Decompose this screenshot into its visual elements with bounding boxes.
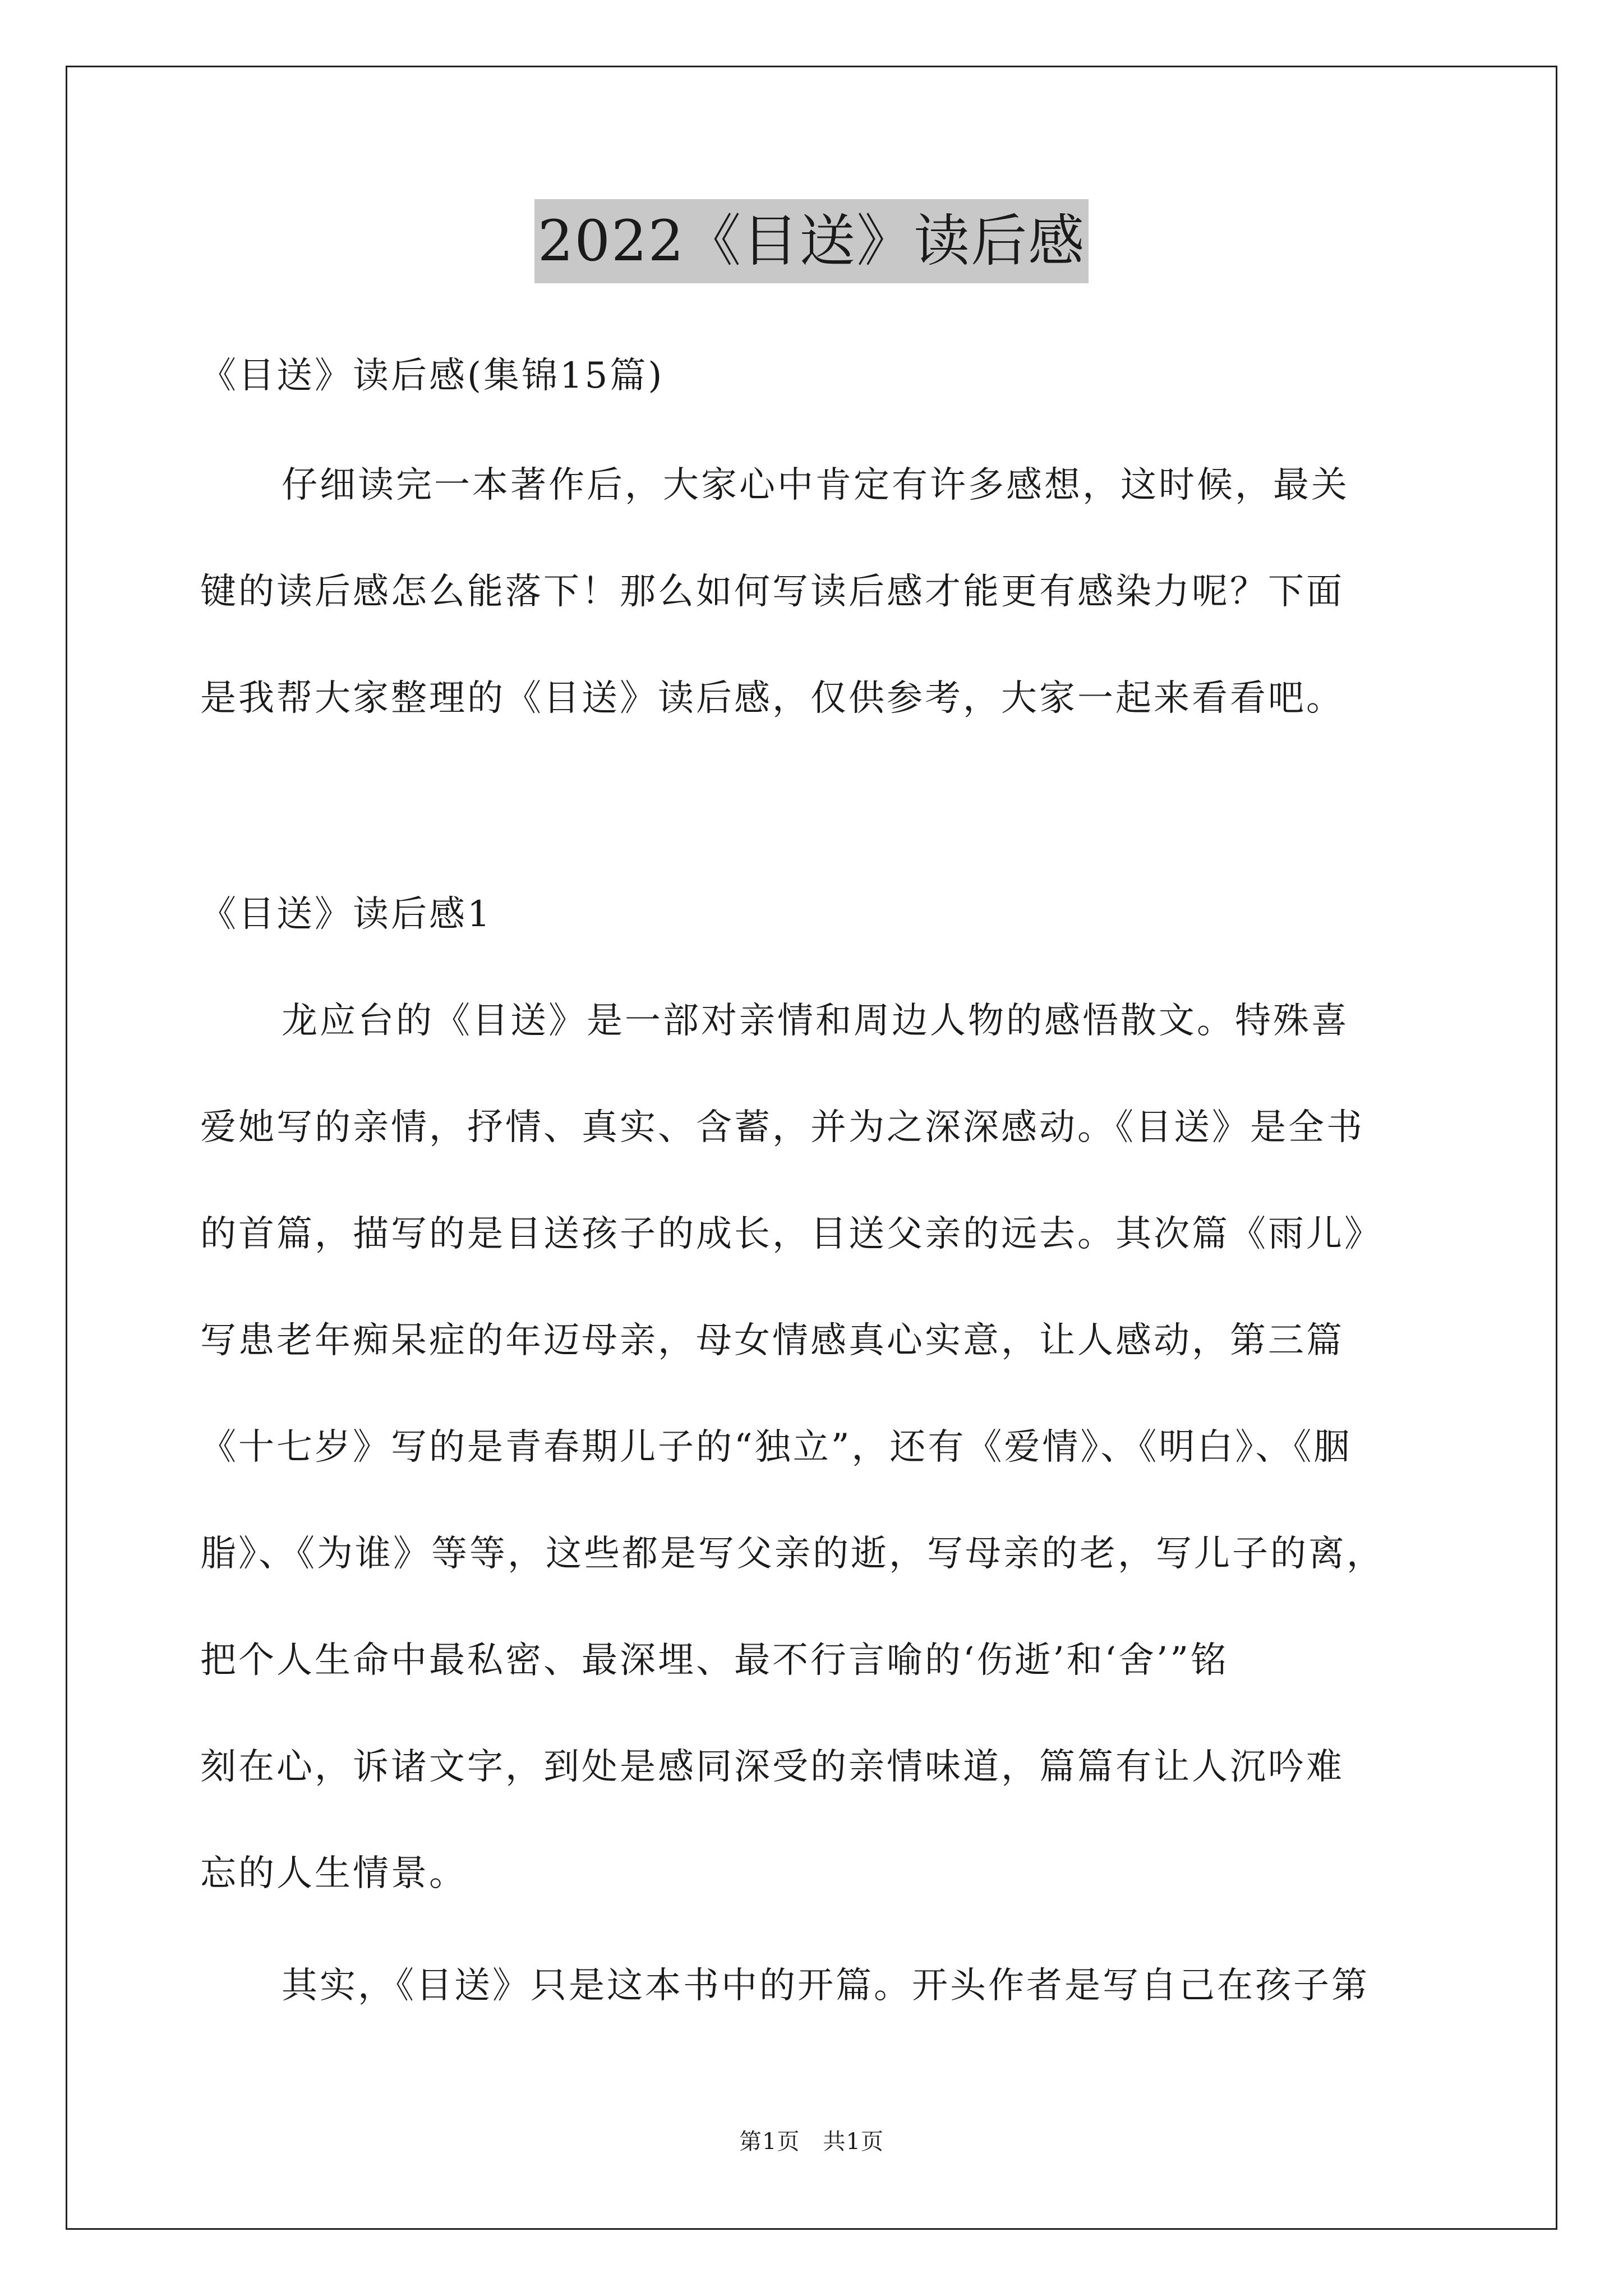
paragraph-line: 的首篇，描写的是目送孩子的成长，目送父亲的远去。其次篇《雨儿》 [200, 1213, 1382, 1255]
paragraph-line: 爱她写的亲情，抒情、真实、含蓄，并为之深深感动。《目送》是全书 [200, 1107, 1364, 1148]
paragraph-line: 刻在心，诉诸文字，到处是感同深受的亲情味道，篇篇有让人沉吟难 [200, 1746, 1344, 1788]
paragraph-line: 其实，《目送》只是这本书中的开篇。开头作者是写自己在孩子第 [282, 1965, 1370, 2007]
paragraph-line: 《十七岁》写的是青春期儿子的“独立”，还有《爱情》、《明白》、《胭 [200, 1427, 1352, 1468]
page-footer: 第1页 共1页 [739, 2129, 884, 2155]
paragraph-line: 把个人生命中最私密、最深埋、最不行言喻的‘伤逝’和‘舍’”铭 [200, 1640, 1229, 1681]
paragraph-line: 忘的人生情景。 [200, 1853, 467, 1894]
section-heading: 《目送》读后感1 [200, 894, 492, 935]
paragraph-line: 脂》、《为谁》等等，这些都是写父亲的逝，写母亲的老，写儿子的离， [200, 1533, 1385, 1575]
intro-line: 键的读后感怎么能落下！那么如何写读后感才能更有感染力呢？下面 [200, 571, 1344, 613]
intro-line: 仔细读完一本著作后，大家心中肯定有许多感想，这时候，最关 [282, 464, 1349, 506]
title-wrapper [0, 199, 1623, 283]
paragraph-line: 写患老年痴呆症的年迈母亲，母女情感真心实意，让人感动，第三篇 [200, 1320, 1344, 1361]
subtitle: 《目送》读后感(集锦15篇) [200, 355, 665, 397]
paragraph-line: 龙应台的《目送》是一部对亲情和周边人物的感悟散文。特殊喜 [282, 1000, 1349, 1042]
document-title: 2022《目送》读后感 [534, 199, 1089, 283]
intro-line: 是我帮大家整理的《目送》读后感，仅供参考，大家一起来看看吧。 [200, 678, 1344, 719]
